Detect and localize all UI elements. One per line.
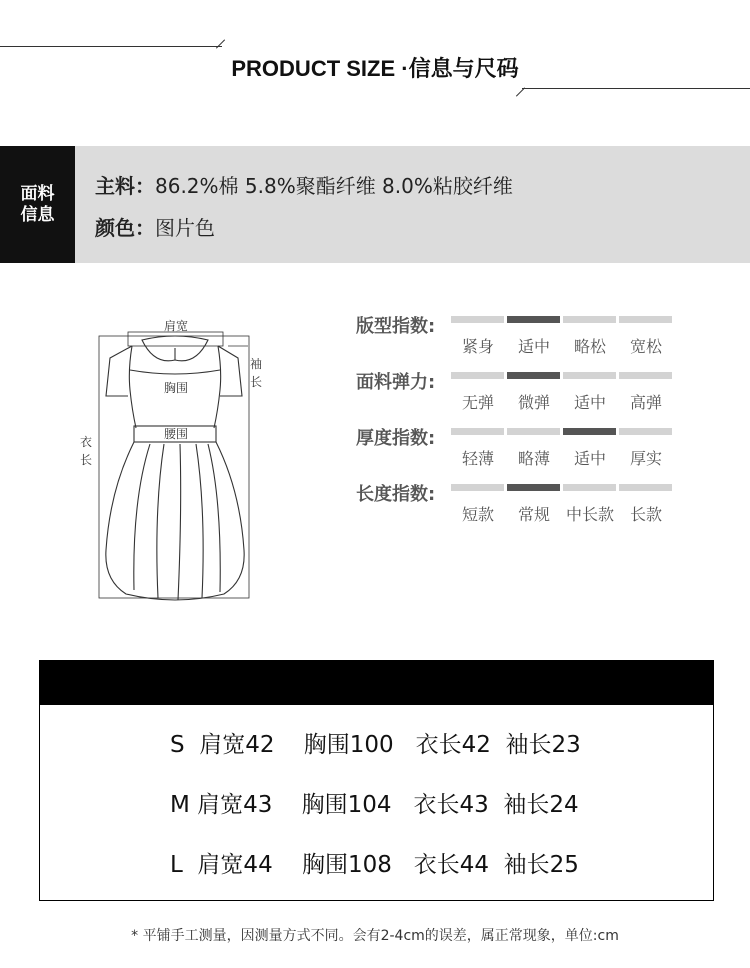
elasticity-scale-segment-4 xyxy=(619,372,672,379)
length-option-4: 长款 xyxy=(629,505,662,524)
color-value: 图片色 xyxy=(155,216,215,240)
elasticity-index-label: 面料弹力: xyxy=(356,372,436,393)
color-row xyxy=(95,212,215,241)
elasticity-scale-segment-3 xyxy=(563,372,616,379)
header-rule-right xyxy=(522,88,750,89)
header-rule-right-tick xyxy=(516,87,525,96)
elasticity-option-4: 高弹 xyxy=(629,393,662,412)
size-row-s: S 肩宽42 胸围100 衣长42 袖长23 xyxy=(170,732,581,758)
size-row-m: M 肩宽43 胸围104 衣长43 袖长24 xyxy=(170,792,579,818)
length-index-label: 长度指数: xyxy=(356,484,436,505)
dress-diagram xyxy=(70,310,280,610)
thickness-option-1: 轻薄 xyxy=(461,449,494,468)
fit-option-2: 适中 xyxy=(517,337,550,356)
header-rule-left-tick xyxy=(216,39,225,48)
fabric-tag-line2: 信息 xyxy=(20,204,55,225)
elasticity-option-2: 微弹 xyxy=(517,393,550,412)
elasticity-option-3: 适中 xyxy=(573,393,606,412)
chest-label: 胸围 xyxy=(163,381,189,395)
length-label-top: 衣 xyxy=(80,435,93,449)
size-row-l: L 肩宽44 胸围108 衣长44 袖长25 xyxy=(170,852,579,878)
thickness-scale-segment-2 xyxy=(507,428,560,435)
material-row xyxy=(95,170,513,199)
header-rule-left xyxy=(0,46,222,47)
fit-option-1: 紧身 xyxy=(461,337,494,356)
page-title: PRODUCT SIZE ·信息与尺码 xyxy=(231,56,519,81)
length-scale-segment-2 xyxy=(507,484,560,491)
elasticity-scale-segment-2 xyxy=(507,372,560,379)
thickness-option-3: 适中 xyxy=(573,449,606,468)
material-value: 86.2%棉 5.8%聚酯纤维 8.0%粘胶纤维 xyxy=(155,174,513,198)
sleeve-length-label-bottom: 长 xyxy=(250,375,263,389)
sleeve-length-label-top: 袖 xyxy=(250,357,263,371)
thickness-index-label: 厚度指数: xyxy=(356,428,436,449)
length-option-1: 短款 xyxy=(461,505,494,524)
fit-option-3: 略松 xyxy=(573,337,606,356)
color-label: 颜色： xyxy=(95,216,155,240)
fit-scale-segment-2 xyxy=(507,316,560,323)
fit-index-label: 版型指数: xyxy=(356,316,436,337)
fabric-info-tag xyxy=(0,146,75,263)
elasticity-scale-segment-1 xyxy=(451,372,504,379)
thickness-scale-segment-4 xyxy=(619,428,672,435)
measurement-footnote: * 平铺手工测量，因测量方式不同。会有2-4cm的误差，属正常现象，单位:cm xyxy=(131,928,619,944)
length-option-2: 常规 xyxy=(517,505,550,524)
material-label: 主料： xyxy=(95,174,155,198)
waist-label: 腰围 xyxy=(163,427,189,441)
thickness-scale-segment-3 xyxy=(563,428,616,435)
fabric-info-band xyxy=(0,146,750,263)
dress-outline xyxy=(99,332,249,600)
fit-option-4: 宽松 xyxy=(629,337,662,356)
fit-scale-segment-4 xyxy=(619,316,672,323)
shoulder-width-label: 肩宽 xyxy=(163,319,189,333)
length-scale-segment-3 xyxy=(563,484,616,491)
elasticity-option-1: 无弹 xyxy=(461,393,494,412)
length-option-3: 中长款 xyxy=(565,505,614,524)
fit-scale-segment-1 xyxy=(451,316,504,323)
length-scale-segment-4 xyxy=(619,484,672,491)
thickness-option-4: 厚实 xyxy=(629,449,662,468)
size-table-header xyxy=(39,660,714,705)
fit-scale-segment-3 xyxy=(563,316,616,323)
fabric-tag-line1: 面料 xyxy=(20,183,55,204)
length-scale-segment-1 xyxy=(451,484,504,491)
thickness-option-2: 略薄 xyxy=(517,449,550,468)
length-label-bottom: 长 xyxy=(80,453,93,467)
thickness-scale-segment-1 xyxy=(451,428,504,435)
